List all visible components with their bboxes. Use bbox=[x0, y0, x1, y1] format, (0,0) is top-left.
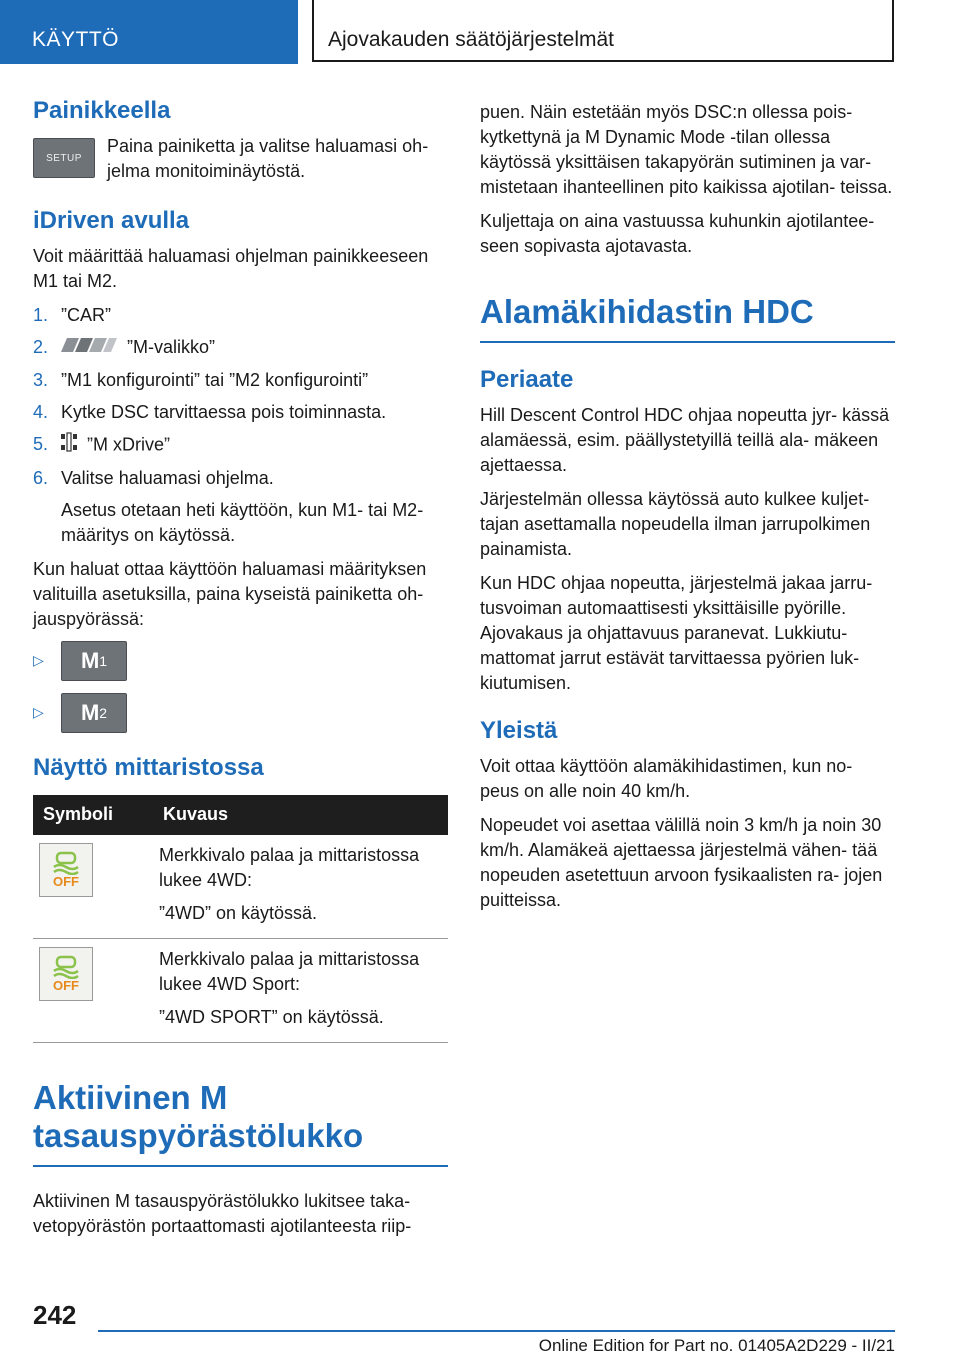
m2-button-icon bbox=[61, 693, 127, 733]
footer-divider bbox=[98, 1330, 895, 1332]
heading-display: Näyttö mittaristossa bbox=[33, 753, 264, 781]
right-para1: puen. Näin estetään myös DSC:n ollessa pois- kytkettynä ja M Dynamic Mode -tilan ollessa käytössä yksittäisen takapyörän sutiminen ja var- mistetaan ihanteellinen pito kaikissa ajotilan- teissa. bbox=[480, 102, 893, 197]
row-line1: Merkkivalo palaa ja mittaristossa lukee 4WD Sport: bbox=[159, 948, 420, 994]
list-item bbox=[33, 400, 448, 425]
right-para2: Kuljettaja on aina vastuussa kuhunkin ajotilantee- seen sopivasta ajotavasta. bbox=[480, 211, 875, 256]
list-item bbox=[33, 303, 448, 328]
idrive-steps bbox=[33, 303, 448, 491]
hdc-p1: Hill Descent Control HDC ohjaa nopeutta jyr- kässä alamäessä, esim. päällystetyillä teillä ala- mäkeen ajettaessa. bbox=[480, 405, 890, 475]
m1-letter: M bbox=[80, 647, 100, 673]
heading-periaate: Periaate bbox=[480, 366, 574, 393]
hdc-p3: Kun HDC ohjaa nopeutta, järjestelmä jakaa jarru- tusvoiman automaattisesti yksittäisille pyörille. Ajovakaus ja ohjattavuus paranevat. Lukkiutu- mattomat jarrut estävät tarvittaessa pyörien luk- kiutumisen. bbox=[480, 573, 873, 693]
table-row bbox=[33, 835, 448, 939]
bullet-triangle-icon: ▷ bbox=[33, 652, 44, 669]
symbol-table bbox=[33, 795, 448, 1043]
step-text: ”M1 konfigurointi” tai ”M2 konfigurointi” bbox=[61, 369, 369, 390]
right-column bbox=[480, 96, 895, 922]
heading-aktiivinen: Aktiivinen M tasauspyörästölukko bbox=[33, 1079, 448, 1167]
4wd-off-icon bbox=[39, 843, 93, 897]
page-number: 242 bbox=[33, 1300, 77, 1330]
list-item bbox=[33, 466, 448, 491]
aktiivinen-text: Aktiivinen M tasauspyörästölukko lukitsee taka- vetopyörästön portaattomasti ajotilanteesta riip- bbox=[33, 1190, 412, 1236]
hdc-p2: Järjestelmän ollessa käytössä auto kulkee kuljet- tajan asettamalla nopeudella ilman jarrupolkimen painamista. bbox=[480, 489, 871, 559]
list-item bbox=[33, 335, 448, 361]
step-number: 6. bbox=[33, 467, 49, 488]
left-column bbox=[33, 96, 448, 1248]
m2-sup: 2 bbox=[99, 704, 108, 721]
heading-painikkeella: Painikkeella bbox=[33, 97, 171, 124]
off-label: OFF bbox=[53, 874, 79, 890]
heading-yleista: Yleistä bbox=[480, 717, 558, 744]
setup-text: Paina painiketta ja valitse haluamasi oh- jelma monitoiminäytöstä. bbox=[107, 136, 429, 181]
hdc-p5: Nopeudet voi asettaa välillä noin 3 km/h ja noin 30 km/h. Alamäkeä ajettaessa järjestelmä vähen- tää nopeuden asetettuun arvoon fysikaalisten ra- jojen puitteissa. bbox=[480, 815, 883, 910]
list-item bbox=[33, 368, 448, 393]
idrive-after: Kun haluat ottaa käyttöön haluamasi määrityksen valituilla asetuksilla, paina kyseistä painiketta oh- jauspyörässä: bbox=[33, 558, 427, 629]
step-number: 5. bbox=[33, 433, 49, 454]
setup-button-icon bbox=[33, 138, 95, 178]
step-number: 3. bbox=[33, 369, 49, 390]
step-text: ”CAR” bbox=[61, 305, 111, 325]
step-text: Valitse haluamasi ohjelma. bbox=[61, 467, 274, 488]
4wd-sport-off-icon bbox=[39, 947, 93, 1001]
xdrive-icon bbox=[61, 432, 77, 459]
heading-hdc: Alamäkihidastin HDC bbox=[480, 293, 895, 343]
step6-note: Asetus otetaan heti käyttöön, kun M1- tai M2-määritys on käytössä. bbox=[61, 499, 424, 545]
list-item bbox=[33, 432, 448, 459]
header-chapter-label: Ajovakauden säätöjärjestelmät bbox=[328, 28, 615, 51]
m2-letter: M bbox=[80, 699, 100, 725]
heading-idrive: iDriven avulla bbox=[33, 207, 190, 234]
bullet-triangle-icon: ▷ bbox=[33, 704, 44, 721]
col-symbol: Symboli bbox=[33, 795, 153, 835]
step-text: ”M-valikko” bbox=[127, 337, 215, 357]
step-number: 2. bbox=[33, 337, 49, 357]
step-text: Kytke DSC tarvittaessa pois toiminnasta. bbox=[61, 401, 387, 422]
setup-icon-label: SETUP bbox=[46, 152, 82, 164]
hdc-p4: Voit ottaa käyttöön alamäkihidastimen, kun no- peus on alle noin 40 km/h. bbox=[480, 756, 853, 801]
col-desc: Kuvaus bbox=[153, 795, 448, 835]
setup-row bbox=[33, 134, 448, 184]
m1-bullet bbox=[33, 641, 448, 681]
m1-sup: 1 bbox=[99, 652, 108, 669]
m2-bullet bbox=[33, 693, 448, 733]
row-line2: ”4WD” on käytössä. bbox=[159, 902, 318, 923]
row-line2: ”4WD SPORT” on käytössä. bbox=[159, 1006, 384, 1027]
table-row bbox=[33, 938, 448, 1042]
header-section-tab bbox=[0, 0, 298, 64]
idrive-intro: Voit määrittää haluamasi ohjelman painikkeeseen M1 tai M2. bbox=[33, 246, 429, 291]
step-number: 4. bbox=[33, 401, 49, 422]
footer-edition: Online Edition for Part no. 01405A2D229 - II/21 bbox=[538, 1336, 895, 1355]
off-label: OFF bbox=[53, 978, 79, 994]
m-stripes-icon bbox=[61, 336, 117, 361]
header-chapter-box bbox=[312, 0, 894, 62]
step-text: ”M xDrive” bbox=[87, 434, 170, 454]
step-number: 1. bbox=[33, 305, 49, 325]
row-line1: Merkkivalo palaa ja mittaristossa lukee 4WD: bbox=[159, 844, 420, 890]
header-section-label: KÄYTTÖ bbox=[32, 28, 120, 51]
m1-button-icon bbox=[61, 641, 127, 681]
